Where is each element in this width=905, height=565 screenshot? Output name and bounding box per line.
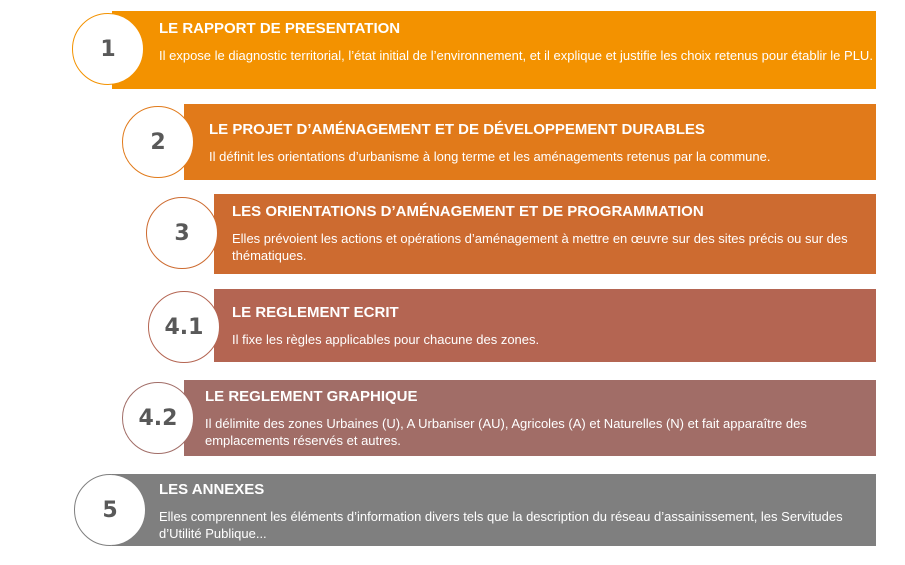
item-bar (112, 11, 876, 89)
item-title: LE RAPPORT DE PRESENTATION (159, 20, 401, 37)
item-description: Il expose le diagnostic territorial, l’état initial de l’environnement, et il explique et justifie les choix retenus pour établir le PLU. (159, 48, 873, 63)
item-description: Elles prévoient les actions et opérations d’aménagement à mettre en œuvre sur des sites précis ou sur des thématiques. (232, 231, 848, 263)
item-description: Il délimite des zones Urbaines (U), A Urbaniser (AU), Agricoles (A) et Naturelles (N) et fait apparaître des emplacements réservés et autres. (205, 416, 807, 448)
item-description: Il définit les orientations d’urbanisme à long terme et les aménagements retenus par la commune. (209, 149, 771, 164)
item-number-badge: 5 (74, 474, 146, 546)
item-number-badge: 4.2 (122, 382, 194, 454)
item-number-badge: 2 (122, 106, 194, 178)
item-title: LES ORIENTATIONS D’AMÉNAGEMENT ET DE PROGRAMMATION (232, 203, 704, 220)
item-bar (214, 289, 876, 362)
item-bar (184, 104, 876, 180)
item-description: Il fixe les règles applicables pour chacune des zones. (232, 332, 540, 347)
item-bar (214, 194, 876, 274)
item-title: LE REGLEMENT GRAPHIQUE (205, 388, 418, 405)
item-title: LE PROJET D’AMÉNAGEMENT ET DE DÉVELOPPEMENT DURABLES (209, 121, 705, 138)
item-bar (184, 380, 876, 456)
item-number-badge: 1 (72, 13, 144, 85)
item-title: LES ANNEXES (159, 481, 265, 498)
item-bar (112, 474, 876, 546)
item-number-badge: 4.1 (148, 291, 220, 363)
item-description: Elles comprennent les éléments d’information divers tels que la description du réseau d’assainissement, les Servitudes d’Utilité Publique... (159, 509, 843, 541)
item-number-badge: 3 (146, 197, 218, 269)
item-title: LE REGLEMENT ECRIT (232, 304, 399, 321)
